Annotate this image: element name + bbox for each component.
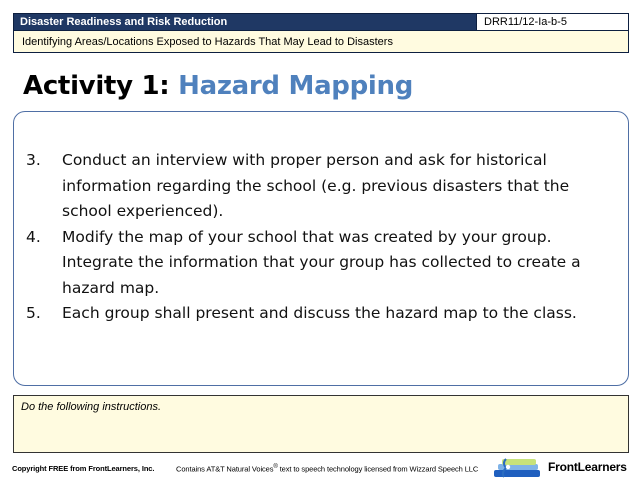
header-bar [13,13,629,31]
list-item [26,301,616,327]
competency-code: DRR11/12-Ia-b-5 [476,14,628,30]
copyright-text: Copyright FREE from FrontLearners, Inc. [12,464,155,473]
list-item [26,225,616,302]
instructions-panel [13,111,629,386]
activity-label: Activity 1: [23,71,170,101]
logo-text: FrontLearners [548,460,627,474]
voices-suffix: text to speech technology licensed from Wizzard Speech LLC [277,464,479,474]
item-text: Modify the map of your school that was created by your group. Integrate the information that your group has collected to create a hazard map. [62,227,581,297]
logo-mark-icon [492,455,546,479]
list-item [26,148,616,225]
course-title: Disaster Readiness and Risk Reduction [20,16,228,28]
item-number: 3. [26,151,41,169]
item-number: 5. [26,304,41,322]
item-text: Conduct an interview with proper person and ask for historical information regarding the school (e.g. previous disasters that the school experienced). [62,151,570,220]
notes-panel [13,395,629,453]
frontlearners-logo [492,455,632,479]
voices-prefix: Contains AT&T Natural Voices [176,464,274,474]
activity-title [23,68,413,104]
item-text: Each group shall present and discuss the hazard map to the class. [62,304,577,322]
item-number: 4. [26,227,41,246]
lesson-subtitle: Identifying Areas/Locations Exposed to Hazards That May Lead to Disasters [13,31,629,53]
registered-mark: ® [273,464,278,470]
voices-credit [176,464,478,474]
activity-name: Hazard Mapping [178,71,414,101]
notes-text: Do the following instructions. [21,401,162,413]
instructions-list [26,148,616,327]
